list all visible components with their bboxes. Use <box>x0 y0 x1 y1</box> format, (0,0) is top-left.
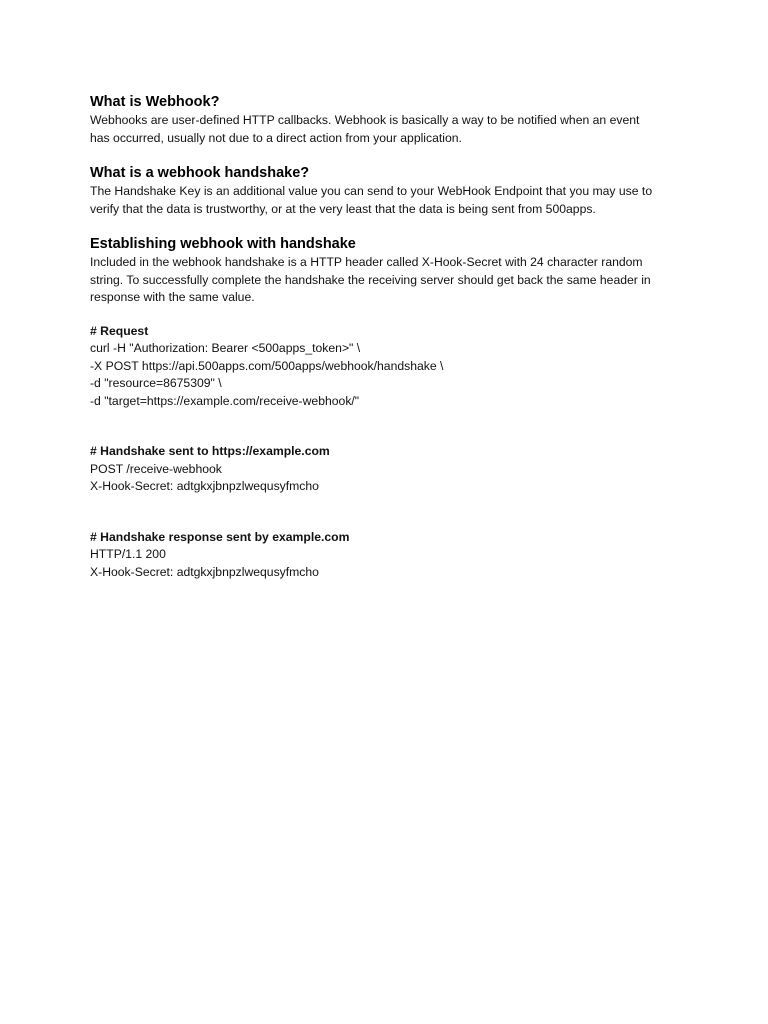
code-block-label: # Request <box>90 323 149 338</box>
section-text-line: Included in the webhook handshake is a HTTP header called X-Hook-Secret with 24 character random <box>90 255 643 269</box>
code-block-request <box>90 323 690 411</box>
code-line: HTTP/1.1 200 <box>90 547 166 561</box>
section-heading: What is Webhook? <box>90 94 220 110</box>
code-line: -X POST https://api.500apps.com/500apps/webhook/handshake \ <box>90 358 444 373</box>
section-text-line: Webhooks are user-defined HTTP callbacks. Webhook is basically a way to be notified when an event <box>90 113 640 127</box>
section-text-line: The Handshake Key is an additional value you can send to your WebHook Endpoint that you may use to <box>90 184 653 198</box>
section-establishing-webhook <box>90 234 690 307</box>
code-line: -d "resource=8675309" \ <box>90 376 222 390</box>
code-block-label: # Handshake response sent by example.com <box>90 529 350 544</box>
code-block-handshake-response <box>90 529 690 582</box>
section-text-line: string. To successfully complete the handshake the receiving server should get back the same header in <box>90 272 651 287</box>
section-text-line: has occurred, usually not due to a direct action from your application. <box>90 130 462 145</box>
document-body <box>90 92 690 581</box>
code-line: curl -H "Authorization: Bearer <500apps_token>" \ <box>90 341 361 355</box>
section-webhook-handshake <box>90 163 690 218</box>
section-heading: What is a webhook handshake? <box>90 165 310 181</box>
section-what-is-webhook <box>90 92 690 147</box>
code-line: POST /receive-webhook <box>90 461 222 476</box>
code-line: -d "target=https://example.com/receive-webhook/" <box>90 393 360 408</box>
code-line: X-Hook-Secret: adtgkxjbnpzlwequsyfmcho <box>90 479 319 493</box>
code-block-handshake-sent <box>90 443 690 496</box>
code-line: X-Hook-Secret: adtgkxjbnpzlwequsyfmcho <box>90 564 319 579</box>
section-text-line: verify that the data is trustworthy, or at the very least that the data is being sent from 500apps. <box>90 201 596 216</box>
section-text-line: response with the same value. <box>90 290 255 304</box>
code-block-label: # Handshake sent to https://example.com <box>90 444 330 458</box>
section-heading: Establishing webhook with handshake <box>90 236 356 252</box>
